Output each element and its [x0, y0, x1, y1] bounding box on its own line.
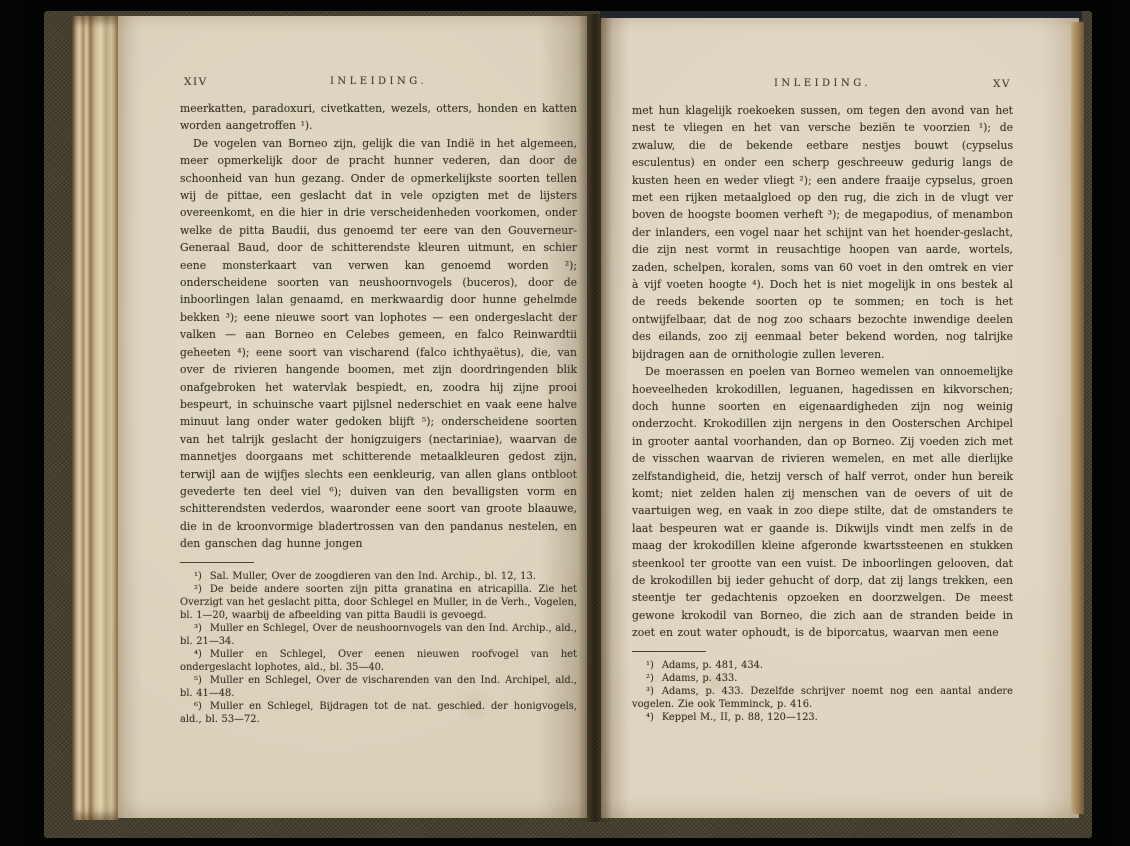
right-page-number: XV: [992, 78, 1011, 90]
left-page-number: XIV: [184, 76, 208, 88]
footnote-marker: ⁶): [194, 701, 202, 713]
footnote-marker: ⁴): [194, 649, 202, 661]
footnote-text: Adams, p. 481, 434.: [661, 660, 764, 672]
footnote: [180, 583, 577, 622]
footnote-marker: ²): [646, 673, 654, 685]
footnote-text: Muller en Schlegel, Over de vischarenden van den Ind. Archipel, ald., bl. 41—48.: [180, 675, 577, 700]
left-running-header: INLEIDING.: [329, 76, 428, 87]
footnote: [180, 648, 577, 674]
right-page-body: [632, 102, 1013, 642]
footnote-text: Adams, p. 433.: [661, 673, 738, 685]
footnote-marker: ³): [194, 623, 202, 635]
footnote-marker: ²): [194, 584, 202, 596]
right-paragraph-crocodiles: De moerassen en poelen van Borneo wemelen van onnoemelijke hoeveelheden krokodillen, leguanen, hagedissen en kikvorschen; doch hunne soorten en eigenaardigheden zijn nog weinig onderzocht. Krokodillen zijn nergens in den Oosterschen Archipel in grooter aantal voorhanden, dan op Borneo. Zij voeden zich met de visschen waarvan de rivieren wemelen, en met alle dierlijke zelfstandigheid, die, hetzij versch of half verrot, onder hun bereik komt; niet zelden halen zij menschen van de oevers of uit de vaartuigen weg, en vaak in zoo diepe stilte, dat de omstanders te laat bespeuren wat er gaande is. Dikwijls vindt men zelfs in de maag der krokodillen kleine afgeronde kwartssteenen en stukken steenkool ter grootte van een vuist. De inboorlingen gelooven, dat de krokodillen bij ieder gehucht of dorp, dat zij langs trekken, een steentje ter gedachtenis opzoeken en doorzwelgen. De meest gewone krokodil van Borneo, die zich aan de stranden beide in zoet en zout water ophoudt, is de biporcatus, waarvan men eene: [632, 365, 1013, 640]
footnote: [180, 622, 577, 648]
left-paragraph-continuation: meerkatten, paradoxuri, civetkatten, wezels, otters, honden en katten worden aangetroffen ¹).: [180, 102, 577, 133]
right-running-header: INLEIDING.: [773, 78, 872, 89]
footnote: [180, 674, 577, 700]
footnote: [632, 711, 1013, 724]
right-page: [601, 18, 1079, 818]
footnote-marker: ⁴): [646, 712, 654, 724]
footnote-text: Muller en Schlegel, Bijdragen tot de nat. geschied. der honigvogels, ald., bl. 53—72.: [180, 701, 577, 726]
footnote-rule: [180, 562, 254, 564]
footnote-text: Sal. Muller, Over de zoogdieren van den Ind. Archip., bl. 12, 13.: [209, 571, 536, 583]
footnote: [180, 570, 577, 583]
page-edge-stack: [72, 16, 118, 820]
left-page: [118, 16, 587, 818]
right-footnotes: [632, 651, 1013, 725]
left-paragraph-birds: De vogelen van Borneo zijn, gelijk die van Indië in het algemeen, meer opmerkelijk door de pracht hunner vederen, dan door de schoonheid van hun gezang. Onder de opmerkelijkste soorten tellen wij de pittae, een geslacht dat in vele opzigten met de lijsters overeenkomt, en die hier in drie verscheidenheden voorkomen, onder welke de pitta Baudii, dus genoemd ter eere van den Gouverneur-Generaal Baud, door de schitterendste kleuren uitmunt, en schier eene monsterkaart van verwen kan genoemd worden ²); onderscheidene soorten van neushoornvogels (buceros), door de inboorlingen lalan genaamd, en merkwaardig door hunne gehelmde bekken ³); eene nieuwe soort van lophotes — een ondergeslacht der valken — aan Borneo en Celebes gemeen, en falco Reinwardtii geheeten ⁴); eene soort van vischarend (falco ichthyaëtus), die, van over de rivieren hangende boomen, met zijn doordringenden blik onafgebroken het watervlak bespiedt, en, zoodra hij zijne prooi bespeurt, in schuinsche vaart pijlsnel nederschiet en vaak eene halve minuut lang onder water gedoken blijft ⁵); onderscheidene soorten van het talrijk geslacht der honigzuigers (nectariniae), waarvan de mannetjes doorgaans met schitterende metaalkleuren gedost zijn, terwijl aan de wijfjes slechts een eenkleurig, van allen glans ontbloot gevederte ten deel viel ⁶); duiven van den bevalligsten vorm en schitterendsten vederdos, waaronder eene soort van groote blaauwe, die in de kroonvormige bladertrossen van den pandanus nestelen, en den ganschen dag hunne jongen: [180, 136, 577, 551]
left-page-body: [180, 100, 577, 553]
footnote: [632, 685, 1013, 711]
footnote-marker: ¹): [194, 571, 202, 583]
footnote-marker: ¹): [646, 660, 654, 672]
footnote: [180, 700, 577, 726]
footnote: [632, 659, 1013, 672]
footnote-text: De beide andere soorten zijn pitta granatina en atricapilla. Zie het Overzigt van het geslacht pitta, door Schlegel en Muller, in de Verh., Vogelen, bl. 1—20, waarbij de afbeelding van pitta Baudii is gevoegd.: [180, 584, 577, 622]
footnote-rule: [632, 651, 706, 653]
left-page-header: [180, 76, 577, 100]
footnote-text: Adams, p. 433. Dezelfde schrijver noemt nog een aantal andere vogelen. Zie ook Temminck, p. 416.: [632, 686, 1013, 711]
footnote: [632, 672, 1013, 685]
left-footnotes: [180, 562, 577, 727]
footnote-marker: ⁵): [194, 675, 202, 687]
footnote-marker: ³): [646, 686, 654, 698]
right-paragraph-continuation: met hun klagelijk roekoeken sussen, om tegen den avond van het nest te vliegen en het van versche beziën te voorzien ¹); de zwaluw, die de bekende eetbare nestjes bouwt (cypselus esculentus) en onder een scherp geschreeuw gedurig langs de kusten heen en weder vliegt ²); een andere fraaije cypselus, groen met een rijken metaalgloed op den rug, die zich in de vlugt ver boven de hoogste boomen verheft ³); de megapodius, of menambon der inlanders, een vogel naar het schijnt van het hoender-geslacht, die zijn nest vormt in reusachtige hoopen van aarde, wortels, zaden, schelpen, koralen, soms van 60 voet in den omtrek en vier à vijf voeten hoogte ⁴). Doch het is niet mogelijk in ons bestek al de reeds bekende soorten op te sommen; en toch is het ontwijfelbaar, dat de nog zoo schaars bezochte inwendige deelen des eilands, zoo zij eenmaal beter bekend worden, nog talrijke bijdragen aan de ornithologie zullen leveren.: [632, 104, 1013, 361]
right-fore-edge: [1071, 22, 1084, 814]
footnote-text: Muller en Schlegel, Over eenen nieuwen roofvogel van het ondergeslacht lophotes, ald., bl. 35—40.: [180, 649, 577, 674]
footnote-text: Keppel M., II, p. 88, 120—123.: [661, 712, 818, 724]
right-page-header: [632, 78, 1013, 102]
footnote-text: Muller en Schlegel, Over de neushoornvogels van den Ind. Archip., ald., bl. 21—34.: [180, 623, 577, 648]
